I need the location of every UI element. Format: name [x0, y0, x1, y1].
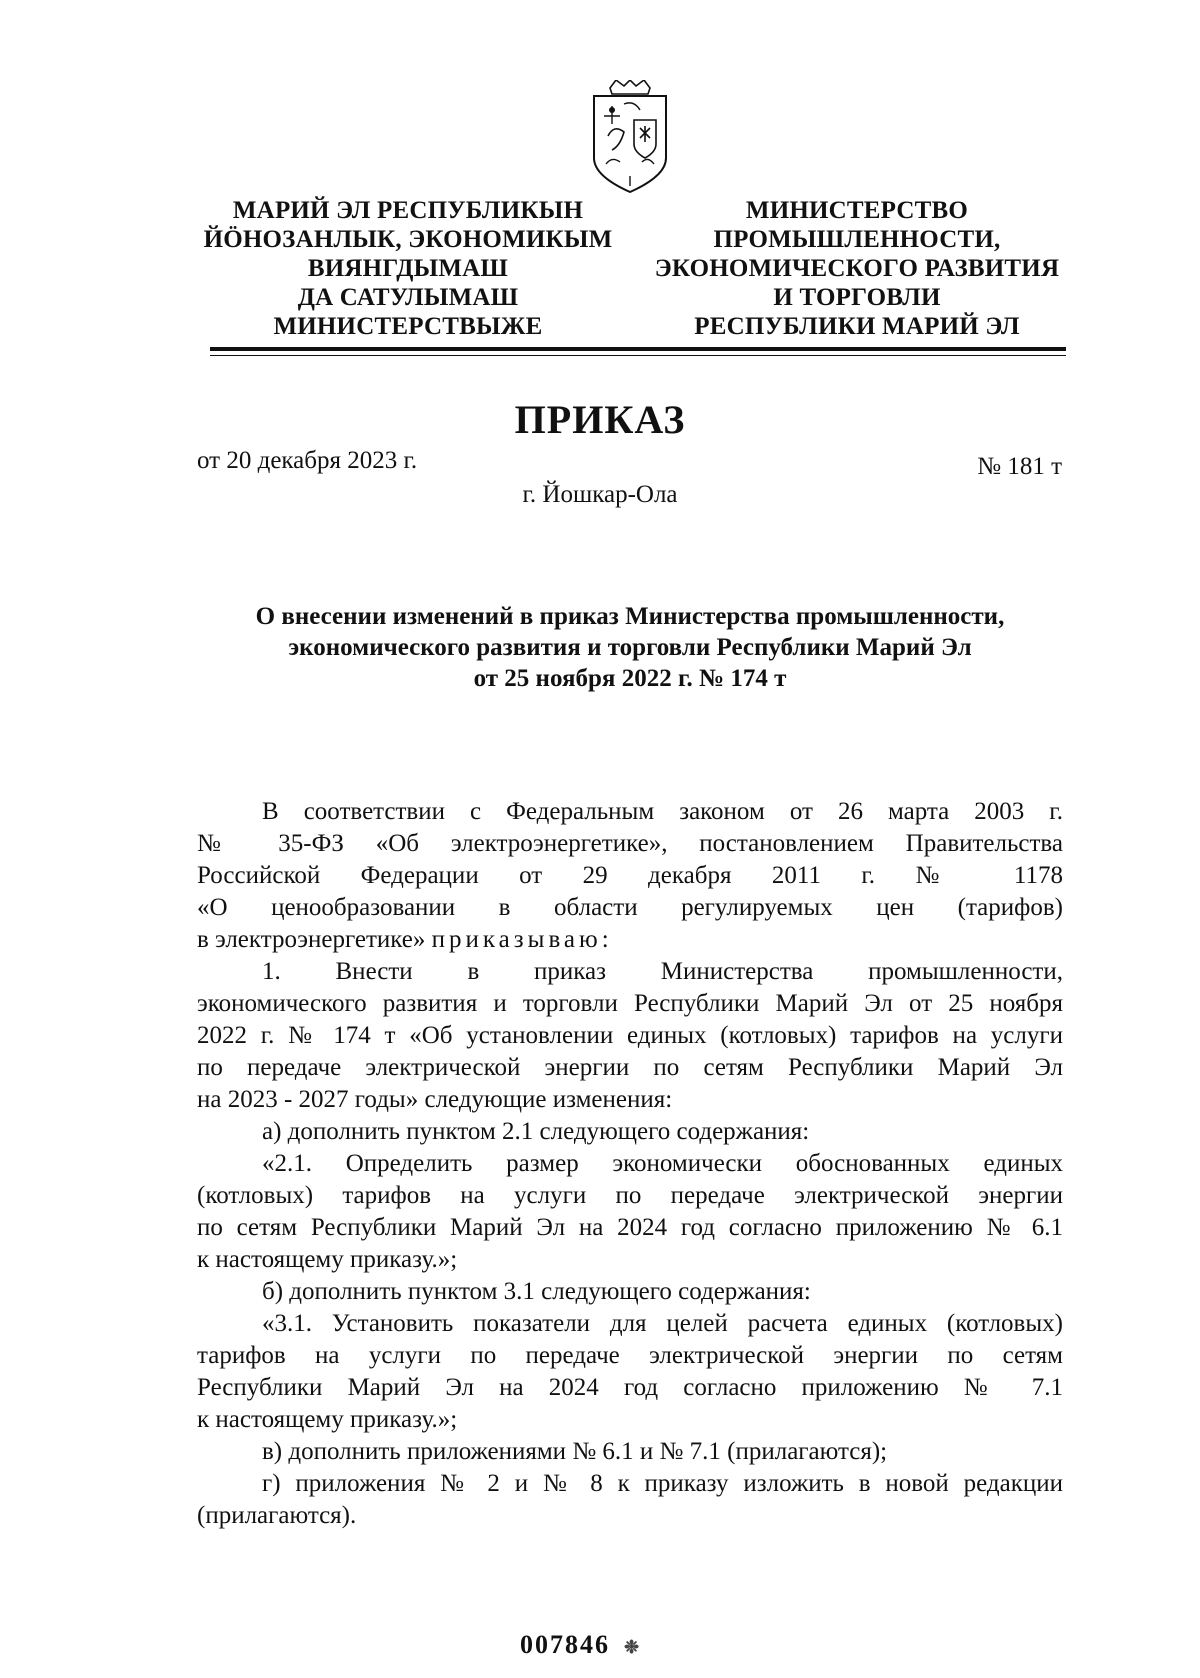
subject-line: от 25 ноября 2022 г. № 174 т [473, 665, 787, 692]
body-line [197, 924, 1063, 956]
serial-mark-icon: ❉ [624, 1637, 640, 1657]
document-city: г. Йошкар-Ола [522, 481, 678, 508]
header-left-line: ВИЯНГДЫМАШ [307, 255, 509, 282]
serial-number-text: 007846 [520, 1630, 610, 1659]
body-line: 1. Внести в приказ Министерства промышленности, [262, 958, 1063, 985]
body-line: тарифов на услуги по передаче электрической энергии по сетям [197, 1342, 1063, 1369]
body-line: по передаче электрической энергии по сетям Республики Марий Эл [197, 1054, 1063, 1081]
body-line: в) дополнить приложениями № 6.1 и № 7.1 (прилагаются); [262, 1438, 888, 1465]
body-line: г) приложения № 2 и № 8 к приказу изложить в новой редакции [262, 1470, 1063, 1497]
coat-of-arms-emblem [590, 80, 670, 194]
header-divider-thick [210, 347, 1066, 351]
body-line: а) дополнить пунктом 2.1 следующего содержания: [262, 1118, 810, 1145]
header-right-block [648, 196, 1066, 341]
body-line: (прилагаются). [197, 1502, 357, 1529]
body-line: № 35-ФЗ «Об электроэнергетике», постановлением Правительства [197, 830, 1063, 857]
header-right-line: ЭКОНОМИЧЕСКОГО РАЗВИТИЯ [654, 255, 1060, 282]
header-left-line: МАРИЙ ЭЛ РЕСПУБЛИКЫН [232, 197, 584, 224]
body-line: к настоящему приказу.»; [197, 1406, 458, 1433]
body-line: экономического развития и торговли Республики Марий Эл от 25 ноября [197, 990, 1063, 1017]
body-line: В соответствии с Федеральным законом от 26 марта 2003 г. [262, 798, 1063, 825]
header-left-block [188, 196, 628, 341]
body-line: б) дополнить пунктом 3.1 следующего содержания: [262, 1278, 811, 1305]
subject-line: О внесении изменений в приказ Министерства промышленности, [255, 603, 1005, 630]
document-title: ПРИКАЗ [514, 397, 686, 442]
document-body [197, 796, 1063, 1532]
body-line: к настоящему приказу.»; [197, 1246, 458, 1273]
document-number: № 181 т [977, 453, 1062, 480]
body-line: Республики Марий Эл на 2024 год согласно приложению № 7.1 [197, 1374, 1063, 1401]
body-line: по сетям Республики Марий Эл на 2024 год согласно приложению № 6.1 [197, 1214, 1063, 1241]
body-line: «О ценообразовании в области регулируемых цен (тарифов) [197, 894, 1063, 921]
header-divider-thin [210, 355, 1066, 356]
header-right-line: И ТОРГОВЛИ [773, 284, 941, 311]
header-left-line: МИНИСТЕРСТВЫЖЕ [273, 313, 543, 340]
document-date: от 20 декабря 2023 г. [197, 447, 418, 474]
header-left-line: ЙÖНОЗАНЛЫК, ЭКОНОМИКЫМ [203, 226, 613, 253]
subject-line: экономического развития и торговли Республики Марий Эл [288, 634, 972, 661]
body-line: Российской Федерации от 29 декабря 2011 г. № 1178 [197, 862, 1063, 889]
body-line: (котловых) тарифов на услуги по передаче электрической энергии [197, 1182, 1063, 1209]
header-right-line: ПРОМЫШЛЕННОСТИ, [713, 226, 1001, 253]
header-right-line: МИНИСТЕРСТВО [745, 197, 969, 224]
body-text: в электроэнергетике» [197, 926, 426, 953]
order-verb: приказываю: [431, 926, 613, 953]
body-line: 2022 г. № 174 т «Об установлении единых (котловых) тарифов на услуги [197, 1022, 1063, 1049]
body-line: «2.1. Определить размер экономически обоснованных единых [262, 1150, 1063, 1177]
document-subject [160, 601, 1100, 694]
body-line: на 2023 - 2027 годы» следующие изменения: [197, 1086, 673, 1113]
form-serial-number [520, 1630, 639, 1660]
header-right-line: РЕСПУБЛИКИ МАРИЙ ЭЛ [694, 313, 1020, 340]
header-left-line: ДА САТУЛЫМАШ [297, 284, 519, 311]
body-line: «3.1. Установить показатели для целей расчета единых (котловых) [262, 1310, 1063, 1337]
